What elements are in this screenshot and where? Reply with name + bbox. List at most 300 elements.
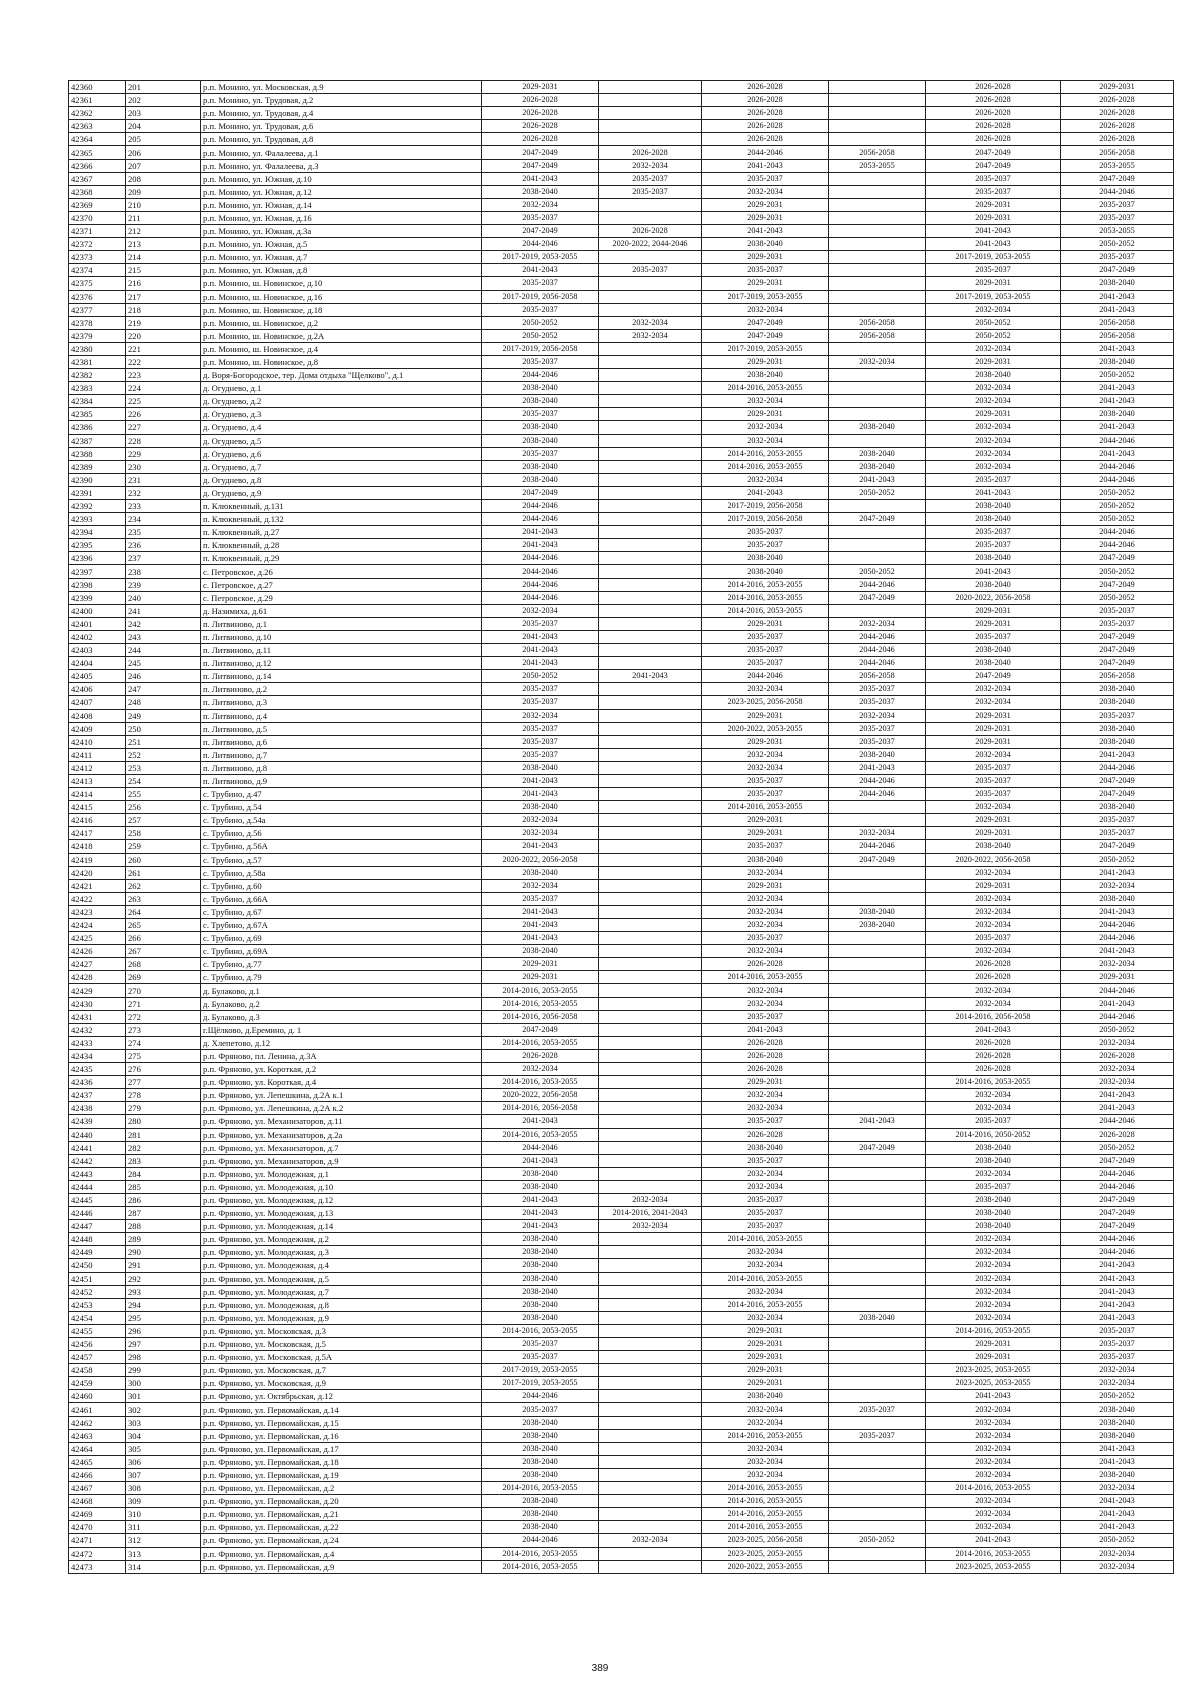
period-6-cell: 2032-2034 — [1061, 1076, 1174, 1089]
table-row — [69, 146, 1174, 159]
period-4-cell — [829, 342, 926, 355]
row-number-cell: 224 — [126, 382, 201, 395]
schedule-sheet — [68, 80, 1135, 1574]
period-6-cell: 2050-2052 — [1061, 486, 1174, 499]
period-5-cell: 2032-2034 — [926, 1089, 1061, 1102]
period-4-cell — [829, 1338, 926, 1351]
row-number-cell: 261 — [126, 866, 201, 879]
period-2-cell — [599, 971, 702, 984]
period-5-cell: 2035-2037 — [926, 774, 1061, 787]
period-2-cell — [599, 1311, 702, 1324]
period-3-cell: 2041-2043 — [702, 225, 829, 238]
period-1-cell: 2017-2019, 2053-2055 — [482, 1364, 599, 1377]
period-2-cell — [599, 866, 702, 879]
period-1-cell: 2032-2034 — [482, 814, 599, 827]
period-1-cell: 2038-2040 — [482, 382, 599, 395]
table-row — [69, 761, 1174, 774]
period-4-cell — [829, 185, 926, 198]
row-id-cell: 42423 — [69, 905, 126, 918]
period-1-cell: 2044-2046 — [482, 513, 599, 526]
period-6-cell: 2047-2049 — [1061, 774, 1174, 787]
period-4-cell — [829, 1298, 926, 1311]
period-6-cell: 2035-2037 — [1061, 251, 1174, 264]
period-3-cell: 2038-2040 — [702, 853, 829, 866]
period-6-cell: 2044-2046 — [1061, 185, 1174, 198]
period-3-cell: 2032-2034 — [702, 1180, 829, 1193]
period-6-cell: 2041-2043 — [1061, 1102, 1174, 1115]
address-cell: р.п. Монино, ш. Новинское, д.18 — [201, 303, 482, 316]
period-1-cell: 2038-2040 — [482, 1180, 599, 1193]
period-3-cell: 2029-2031 — [702, 1377, 829, 1390]
period-5-cell: 2029-2031 — [926, 827, 1061, 840]
period-1-cell: 2014-2016, 2053-2055 — [482, 1076, 599, 1089]
period-6-cell: 2035-2037 — [1061, 814, 1174, 827]
period-5-cell: 2032-2034 — [926, 460, 1061, 473]
period-6-cell: 2044-2046 — [1061, 539, 1174, 552]
period-4-cell: 2047-2049 — [829, 513, 926, 526]
table-row — [69, 1298, 1174, 1311]
row-number-cell: 301 — [126, 1390, 201, 1403]
address-cell: с. Трубино, д.56 — [201, 827, 482, 840]
row-id-cell: 42370 — [69, 211, 126, 224]
period-4-cell — [829, 1023, 926, 1036]
table-row — [69, 1115, 1174, 1128]
address-cell: с. Трубино, д.67 — [201, 905, 482, 918]
period-2-cell — [599, 1338, 702, 1351]
row-number-cell: 228 — [126, 434, 201, 447]
period-4-cell: 2032-2034 — [829, 827, 926, 840]
period-5-cell: 2032-2034 — [926, 1429, 1061, 1442]
period-4-cell: 2053-2055 — [829, 159, 926, 172]
row-number-cell: 303 — [126, 1416, 201, 1429]
period-2-cell — [599, 1482, 702, 1495]
period-4-cell — [829, 945, 926, 958]
period-3-cell: 2014-2016, 2053-2055 — [702, 460, 829, 473]
table-row — [69, 81, 1174, 94]
period-5-cell: 2032-2034 — [926, 1233, 1061, 1246]
period-4-cell — [829, 1508, 926, 1521]
period-5-cell: 2035-2037 — [926, 264, 1061, 277]
period-4-cell: 2044-2046 — [829, 774, 926, 787]
period-1-cell: 2035-2037 — [482, 408, 599, 421]
period-4-cell — [829, 382, 926, 395]
period-5-cell: 2029-2031 — [926, 198, 1061, 211]
period-6-cell: 2041-2043 — [1061, 1521, 1174, 1534]
period-3-cell: 2026-2028 — [702, 107, 829, 120]
period-4-cell — [829, 1521, 926, 1534]
row-number-cell: 214 — [126, 251, 201, 264]
table-row — [69, 447, 1174, 460]
period-1-cell: 2029-2031 — [482, 971, 599, 984]
period-5-cell: 2026-2028 — [926, 958, 1061, 971]
table-row — [69, 1102, 1174, 1115]
row-id-cell: 42458 — [69, 1364, 126, 1377]
period-5-cell: 2032-2034 — [926, 1455, 1061, 1468]
period-5-cell: 2032-2034 — [926, 1403, 1061, 1416]
period-4-cell: 2044-2046 — [829, 578, 926, 591]
period-2-cell — [599, 473, 702, 486]
row-id-cell: 42460 — [69, 1390, 126, 1403]
period-3-cell: 2026-2028 — [702, 94, 829, 107]
period-6-cell: 2038-2040 — [1061, 1468, 1174, 1481]
row-id-cell: 42469 — [69, 1508, 126, 1521]
row-number-cell: 227 — [126, 421, 201, 434]
period-6-cell: 2047-2049 — [1061, 264, 1174, 277]
row-number-cell: 293 — [126, 1285, 201, 1298]
table-row — [69, 251, 1174, 264]
address-cell: с. Трубино, д.47 — [201, 788, 482, 801]
row-id-cell: 42369 — [69, 198, 126, 211]
period-4-cell — [829, 1010, 926, 1023]
address-cell: р.п. Фряново, ул. Московская, д.3 — [201, 1324, 482, 1337]
period-3-cell: 2029-2031 — [702, 1338, 829, 1351]
period-5-cell: 2038-2040 — [926, 552, 1061, 565]
period-1-cell: 2044-2046 — [482, 1534, 599, 1547]
period-4-cell: 2032-2034 — [829, 617, 926, 630]
period-4-cell: 2056-2058 — [829, 329, 926, 342]
period-1-cell: 2035-2037 — [482, 1403, 599, 1416]
period-2-cell: 2032-2034 — [599, 1193, 702, 1206]
address-cell: р.п. Фряново, ул. Короткая, д.4 — [201, 1076, 482, 1089]
period-5-cell: 2035-2037 — [926, 526, 1061, 539]
period-5-cell: 2041-2043 — [926, 565, 1061, 578]
row-number-cell: 245 — [126, 657, 201, 670]
table-row — [69, 644, 1174, 657]
address-cell: п. Литвиново, д.3 — [201, 696, 482, 709]
period-4-cell — [829, 1076, 926, 1089]
period-4-cell: 2038-2040 — [829, 460, 926, 473]
address-cell: д. Огуднево, д.7 — [201, 460, 482, 473]
period-2-cell — [599, 1089, 702, 1102]
period-2-cell: 2035-2037 — [599, 185, 702, 198]
period-4-cell: 2038-2040 — [829, 421, 926, 434]
period-1-cell: 2032-2034 — [482, 709, 599, 722]
period-1-cell: 2026-2028 — [482, 120, 599, 133]
period-3-cell: 2035-2037 — [702, 1115, 829, 1128]
period-4-cell — [829, 251, 926, 264]
table-row — [69, 369, 1174, 382]
period-2-cell — [599, 107, 702, 120]
period-6-cell: 2041-2043 — [1061, 290, 1174, 303]
row-number-cell: 309 — [126, 1495, 201, 1508]
period-6-cell: 2047-2049 — [1061, 172, 1174, 185]
period-1-cell: 2038-2040 — [482, 185, 599, 198]
table-row — [69, 539, 1174, 552]
period-1-cell: 2041-2043 — [482, 172, 599, 185]
address-cell: п. Литвиново, д.12 — [201, 657, 482, 670]
period-2-cell — [599, 277, 702, 290]
period-6-cell: 2050-2052 — [1061, 1390, 1174, 1403]
period-6-cell: 2035-2037 — [1061, 604, 1174, 617]
period-4-cell — [829, 94, 926, 107]
period-3-cell: 2032-2034 — [702, 1455, 829, 1468]
period-3-cell: 2014-2016, 2053-2055 — [702, 971, 829, 984]
table-row — [69, 1311, 1174, 1324]
row-number-cell: 277 — [126, 1076, 201, 1089]
period-4-cell: 2041-2043 — [829, 1115, 926, 1128]
row-number-cell: 231 — [126, 473, 201, 486]
period-2-cell: 2020-2022, 2044-2046 — [599, 238, 702, 251]
row-id-cell: 42444 — [69, 1180, 126, 1193]
period-6-cell: 2044-2046 — [1061, 1180, 1174, 1193]
address-cell: с. Трубино, д.67А — [201, 919, 482, 932]
row-number-cell: 246 — [126, 670, 201, 683]
period-2-cell — [599, 1063, 702, 1076]
period-3-cell: 2026-2028 — [702, 1049, 829, 1062]
period-5-cell: 2026-2028 — [926, 1049, 1061, 1062]
period-2-cell — [599, 1508, 702, 1521]
address-cell: р.п. Фряново, ул. Молодежная, д.14 — [201, 1220, 482, 1233]
period-3-cell: 2014-2016, 2053-2055 — [702, 1272, 829, 1285]
period-5-cell: 2035-2037 — [926, 1115, 1061, 1128]
period-6-cell: 2047-2049 — [1061, 630, 1174, 643]
period-4-cell — [829, 526, 926, 539]
row-number-cell: 206 — [126, 146, 201, 159]
period-3-cell: 2038-2040 — [702, 1390, 829, 1403]
period-3-cell: 2032-2034 — [702, 1089, 829, 1102]
period-2-cell — [599, 945, 702, 958]
row-id-cell: 42361 — [69, 94, 126, 107]
row-id-cell: 42417 — [69, 827, 126, 840]
period-1-cell: 2038-2040 — [482, 1285, 599, 1298]
row-number-cell: 307 — [126, 1468, 201, 1481]
period-5-cell: 2038-2040 — [926, 1220, 1061, 1233]
table-row — [69, 722, 1174, 735]
address-cell: р.п. Монино, ул. Южная, д.16 — [201, 211, 482, 224]
period-4-cell — [829, 369, 926, 382]
table-row — [69, 225, 1174, 238]
row-number-cell: 255 — [126, 788, 201, 801]
address-cell: р.п. Монино, ул. Трудовая, д.8 — [201, 133, 482, 146]
table-row — [69, 630, 1174, 643]
row-id-cell: 42406 — [69, 683, 126, 696]
period-6-cell: 2044-2046 — [1061, 761, 1174, 774]
address-cell: р.п. Монино, ул. Южная, д.3а — [201, 225, 482, 238]
address-cell: п. Литвиново, д.6 — [201, 735, 482, 748]
period-1-cell: 2014-2016, 2053-2055 — [482, 1482, 599, 1495]
period-4-cell — [829, 971, 926, 984]
period-2-cell — [599, 722, 702, 735]
row-id-cell: 42461 — [69, 1403, 126, 1416]
address-cell: р.п. Фряново, ул. Первомайская, д.17 — [201, 1442, 482, 1455]
row-number-cell: 283 — [126, 1154, 201, 1167]
period-1-cell: 2038-2040 — [482, 1508, 599, 1521]
period-5-cell: 2029-2031 — [926, 277, 1061, 290]
address-cell: д. Огуднево, д.6 — [201, 447, 482, 460]
period-1-cell: 2029-2031 — [482, 81, 599, 94]
address-cell: д. Огуднево, д.5 — [201, 434, 482, 447]
row-number-cell: 272 — [126, 1010, 201, 1023]
address-cell: р.п. Фряново, ул. Первомайская, д.20 — [201, 1495, 482, 1508]
row-id-cell: 42363 — [69, 120, 126, 133]
period-2-cell — [599, 1272, 702, 1285]
period-2-cell — [599, 447, 702, 460]
period-2-cell — [599, 290, 702, 303]
period-2-cell — [599, 630, 702, 643]
period-5-cell: 2029-2031 — [926, 722, 1061, 735]
period-2-cell — [599, 120, 702, 133]
row-number-cell: 229 — [126, 447, 201, 460]
period-3-cell: 2029-2031 — [702, 617, 829, 630]
period-1-cell: 2050-2052 — [482, 670, 599, 683]
period-6-cell: 2041-2043 — [1061, 1442, 1174, 1455]
period-3-cell: 2020-2022, 2053-2055 — [702, 1560, 829, 1573]
row-id-cell: 42386 — [69, 421, 126, 434]
period-4-cell — [829, 1193, 926, 1206]
row-number-cell: 209 — [126, 185, 201, 198]
row-id-cell: 42410 — [69, 735, 126, 748]
row-id-cell: 42472 — [69, 1547, 126, 1560]
period-5-cell: 2032-2034 — [926, 892, 1061, 905]
row-id-cell: 42382 — [69, 369, 126, 382]
period-1-cell: 2038-2040 — [482, 761, 599, 774]
period-3-cell: 2047-2049 — [702, 329, 829, 342]
table-row — [69, 238, 1174, 251]
period-1-cell: 2035-2037 — [482, 748, 599, 761]
table-row — [69, 1167, 1174, 1180]
period-5-cell: 2032-2034 — [926, 434, 1061, 447]
row-number-cell: 308 — [126, 1482, 201, 1495]
row-id-cell: 42381 — [69, 355, 126, 368]
period-4-cell — [829, 1259, 926, 1272]
period-4-cell — [829, 539, 926, 552]
period-4-cell — [829, 1220, 926, 1233]
period-6-cell: 2044-2046 — [1061, 932, 1174, 945]
period-1-cell: 2035-2037 — [482, 277, 599, 290]
period-4-cell — [829, 1272, 926, 1285]
period-4-cell: 2035-2037 — [829, 1403, 926, 1416]
period-3-cell: 2017-2019, 2056-2058 — [702, 500, 829, 513]
period-3-cell: 2029-2031 — [702, 211, 829, 224]
address-cell: с. Трубино, д.57 — [201, 853, 482, 866]
address-cell: р.п. Фряново, ул. Молодежная, д.2 — [201, 1233, 482, 1246]
period-1-cell: 2041-2043 — [482, 932, 599, 945]
period-1-cell: 2038-2040 — [482, 945, 599, 958]
address-cell: р.п. Монино, ул. Южная, д.10 — [201, 172, 482, 185]
period-1-cell: 2044-2046 — [482, 578, 599, 591]
period-5-cell: 2032-2034 — [926, 447, 1061, 460]
page-number: 389 — [591, 1663, 609, 1674]
period-4-cell: 2044-2046 — [829, 657, 926, 670]
period-6-cell: 2041-2043 — [1061, 421, 1174, 434]
address-cell: с. Трубино, д.58а — [201, 866, 482, 879]
period-2-cell — [599, 879, 702, 892]
period-3-cell: 2014-2016, 2053-2055 — [702, 1482, 829, 1495]
address-cell: р.п. Монино, ул. Трудовая, д.2 — [201, 94, 482, 107]
period-4-cell: 2047-2049 — [829, 853, 926, 866]
period-1-cell: 2041-2043 — [482, 526, 599, 539]
row-number-cell: 215 — [126, 264, 201, 277]
table-row — [69, 814, 1174, 827]
period-2-cell — [599, 1076, 702, 1089]
address-cell: р.п. Монино, ш. Новинское, д.16 — [201, 290, 482, 303]
address-cell: п. Клюквенный, д.132 — [201, 513, 482, 526]
period-2-cell — [599, 932, 702, 945]
period-1-cell: 2035-2037 — [482, 617, 599, 630]
period-3-cell: 2026-2028 — [702, 1063, 829, 1076]
period-5-cell: 2029-2031 — [926, 211, 1061, 224]
address-cell: п. Литвиново, д.2 — [201, 683, 482, 696]
period-1-cell: 2035-2037 — [482, 303, 599, 316]
address-cell: р.п. Фряново, ул. Молодежная, д.1 — [201, 1167, 482, 1180]
row-number-cell: 281 — [126, 1128, 201, 1141]
period-2-cell — [599, 1324, 702, 1337]
period-6-cell: 2035-2037 — [1061, 709, 1174, 722]
row-id-cell: 42462 — [69, 1416, 126, 1429]
period-1-cell: 2038-2040 — [482, 1167, 599, 1180]
period-1-cell: 2050-2052 — [482, 329, 599, 342]
row-number-cell: 205 — [126, 133, 201, 146]
period-3-cell: 2044-2046 — [702, 670, 829, 683]
period-5-cell: 2038-2040 — [926, 500, 1061, 513]
table-row — [69, 1076, 1174, 1089]
period-3-cell: 2038-2040 — [702, 1141, 829, 1154]
period-4-cell: 2044-2046 — [829, 788, 926, 801]
table-row — [69, 1141, 1174, 1154]
table-row — [69, 473, 1174, 486]
row-number-cell: 240 — [126, 591, 201, 604]
row-number-cell: 247 — [126, 683, 201, 696]
period-1-cell: 2041-2043 — [482, 630, 599, 643]
period-3-cell: 2035-2037 — [702, 788, 829, 801]
row-id-cell: 42409 — [69, 722, 126, 735]
row-number-cell: 219 — [126, 316, 201, 329]
table-row — [69, 329, 1174, 342]
period-6-cell: 2050-2052 — [1061, 1534, 1174, 1547]
table-row — [69, 997, 1174, 1010]
row-number-cell: 235 — [126, 526, 201, 539]
row-number-cell: 238 — [126, 565, 201, 578]
row-id-cell: 42376 — [69, 290, 126, 303]
period-4-cell: 2044-2046 — [829, 840, 926, 853]
row-id-cell: 42448 — [69, 1233, 126, 1246]
period-2-cell — [599, 565, 702, 578]
row-number-cell: 270 — [126, 984, 201, 997]
period-6-cell: 2044-2046 — [1061, 473, 1174, 486]
period-6-cell: 2041-2043 — [1061, 395, 1174, 408]
period-4-cell — [829, 395, 926, 408]
period-3-cell: 2035-2037 — [702, 1193, 829, 1206]
period-1-cell: 2044-2046 — [482, 369, 599, 382]
period-3-cell: 2017-2019, 2053-2055 — [702, 290, 829, 303]
row-number-cell: 306 — [126, 1455, 201, 1468]
row-number-cell: 251 — [126, 735, 201, 748]
period-4-cell — [829, 1285, 926, 1298]
period-1-cell: 2035-2037 — [482, 1338, 599, 1351]
table-row — [69, 1154, 1174, 1167]
row-number-cell: 264 — [126, 905, 201, 918]
period-6-cell: 2050-2052 — [1061, 369, 1174, 382]
row-number-cell: 225 — [126, 395, 201, 408]
period-4-cell: 2038-2040 — [829, 748, 926, 761]
period-3-cell: 2041-2043 — [702, 1023, 829, 1036]
period-5-cell: 2032-2034 — [926, 1285, 1061, 1298]
period-3-cell: 2032-2034 — [702, 945, 829, 958]
row-id-cell: 42416 — [69, 814, 126, 827]
period-6-cell: 2041-2043 — [1061, 1272, 1174, 1285]
period-4-cell — [829, 211, 926, 224]
row-id-cell: 42395 — [69, 539, 126, 552]
period-4-cell — [829, 1455, 926, 1468]
period-6-cell: 2026-2028 — [1061, 133, 1174, 146]
row-id-cell: 42372 — [69, 238, 126, 251]
period-6-cell: 2041-2043 — [1061, 1259, 1174, 1272]
period-2-cell — [599, 1351, 702, 1364]
table-row — [69, 696, 1174, 709]
address-cell: с. Трубино, д.56А — [201, 840, 482, 853]
period-5-cell: 2038-2040 — [926, 1207, 1061, 1220]
period-4-cell — [829, 932, 926, 945]
